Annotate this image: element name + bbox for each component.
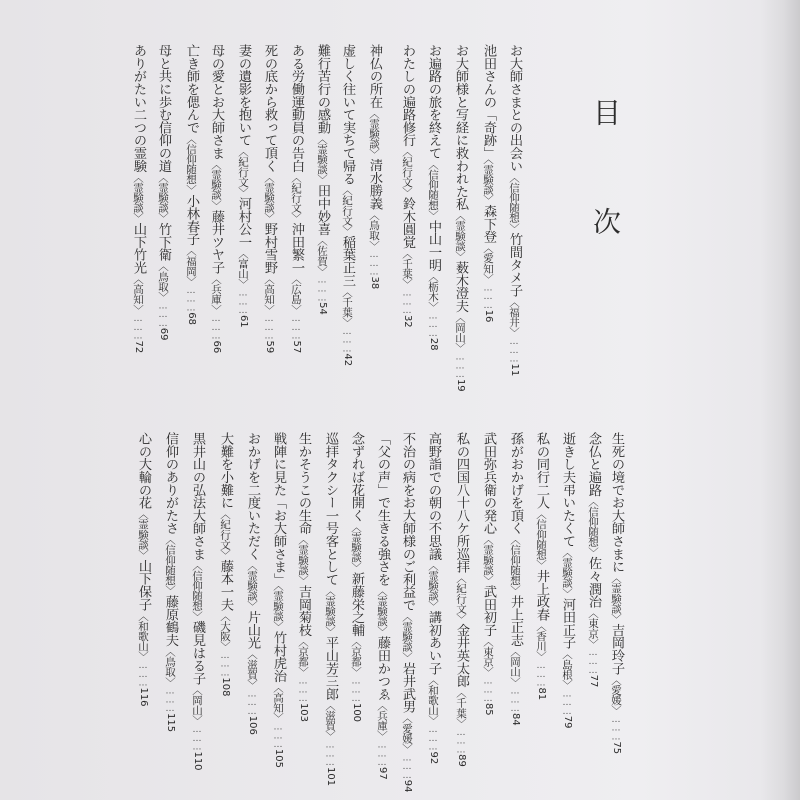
entry-place: 〈東京〉 [482,636,494,677]
entry-dots: ……… [369,250,379,277]
entry-place: 〈岡山〉 [454,312,466,353]
entry-dots: ……… [456,727,466,755]
toc-entry [396,44,418,328]
entry-genre: 〈霊験談〉 [263,172,275,223]
entry-dots: ……… [483,283,493,310]
entry-title: 難行苦行の感動 [315,44,330,134]
entry-dots: ……… [402,288,412,315]
toc-entry [311,44,333,315]
entry-place: 〈大阪〉 [219,610,231,651]
entry-dots: ……… [428,311,438,338]
entry-page: 92 [428,751,439,765]
entry-title: おかげを二度いただく [245,432,260,561]
entry-place: 〈福井〉 [508,296,520,338]
entry-genre: 〈信仰随想〉 [185,133,197,195]
entry-place: 〈滋賀〉 [246,648,258,690]
entry-author: 井上正志 [508,595,523,647]
entry-page: 59 [264,340,275,354]
entry-genre: 〈霊験談〉 [610,572,622,624]
entry-genre: 〈霊験談〉 [401,611,413,662]
toc-entry [205,44,227,353]
entry-title: 武田弥兵衛の発心 [481,432,496,535]
entry-page: 85 [483,702,494,716]
entry-place: 〈高知〉 [263,273,275,315]
entry-place: 〈東京〉 [587,607,599,649]
entry-genre: 〈霊験談〉 [350,521,362,573]
entry-dots: ……… [220,650,230,678]
entry-genre: 〈霊験談〉 [272,585,284,631]
toc-entry [285,44,307,353]
entry-title: お遍路の旅を終えて [426,44,441,160]
entry-dots: ……… [536,661,546,688]
entry-page: 110 [192,751,203,771]
entry-author: 磯見はる子 [190,620,205,685]
entry-dots: ……… [291,314,301,341]
entry-dots: ……… [588,648,598,675]
entry-author: 金井英太郎 [454,623,469,688]
entry-page: 101 [325,766,336,787]
entry-dots: ……… [264,314,274,341]
entry-page: 42 [342,353,353,367]
entry-genre: 〈霊験談〉 [132,172,144,223]
entry-dots: ……… [428,725,438,752]
toc-entry [396,432,418,792]
entry-author: 藤田かつゑ [375,636,390,701]
entry-page: 38 [369,276,380,290]
entry-page: 57 [291,340,302,354]
entry-page: 79 [562,715,573,729]
entry-dots: ……… [325,740,335,767]
entry-title: 高野詣での朝の不思議 [426,432,441,561]
entry-title: 生かそうこの生命 [296,432,311,535]
entry-place: 〈千葉〉 [341,286,353,327]
entry-title: 亡き師を偲んで [184,44,199,134]
toc-entry [319,432,341,786]
page-edge-shadow [760,0,800,800]
toc-entry [449,44,471,392]
page-title: 目 次 [589,98,622,271]
toc-entry [152,44,174,340]
entry-author: 薮木澄夫 [453,260,468,313]
entry-place: 〈和歌山〉 [137,610,149,662]
toc-entry [450,432,472,767]
entry-genre: 〈信仰随想〉 [508,172,520,233]
entry-place: 〈和歌山〉 [427,674,439,726]
entry-place: 〈兵庫〉 [376,700,388,741]
entry-author: 竹村虎治 [271,630,286,683]
entry-author: 小林春子 [184,194,199,246]
entry-author: 藤本一夫 [218,559,233,611]
entry-title: 妻の遺影を抱いて [236,44,251,147]
entry-dots: ……… [317,275,327,303]
entry-genre: 〈霊験談〉 [427,560,439,611]
entry-page: 72 [133,340,144,354]
entry-author: 竹間タメ子 [507,232,522,297]
toc-entry [267,432,289,768]
entry-page: 32 [402,314,413,328]
entry-place: 〈兵庫〉 [210,273,222,315]
entry-title: 心の大輪の花 [136,432,151,509]
entry-page: 115 [165,713,176,733]
entry-dots: ……… [192,725,202,752]
entry-genre: 〈紀行文〉 [341,184,353,236]
entry-dots: ……… [510,686,520,714]
entry-author: 河田正子 [560,597,575,649]
entry-dots: ……… [509,337,519,364]
entry-author: 沖田繁一 [289,222,304,274]
entry-place: 〈栃木〉 [427,271,439,312]
entry-author: 中山一明 [426,219,441,272]
entry-place: 〈京都〉 [350,636,362,677]
entry-page: 103 [298,702,309,723]
entry-place: 〈鳥取〉 [157,260,169,302]
entry-author: 山下保子 [136,559,151,611]
entry-page: 69 [158,327,169,341]
entry-title: 信仰のありがたさ [163,432,178,535]
entry-title: 黒井山の弘法大師さま [190,432,205,561]
entry-page: 16 [483,309,494,323]
entry-page: 106 [247,715,258,735]
entry-title: 生死の境でお大師さまに [609,432,624,573]
entry-title: 私の四国八十八ケ所巡拝 [454,432,469,573]
entry-title: お大師さまとの出会い [507,44,522,173]
toc-entry [422,432,444,764]
entry-page: 28 [428,337,439,351]
entry-title: 念仏と遍路 [586,432,601,497]
entry-author: 竹下衛 [156,222,171,261]
entry-place: 〈岡山〉 [191,684,203,726]
toc-entry [477,432,499,716]
entry-title: 孫がおかげを頂く [508,432,523,535]
entry-author: 佐々潤治 [586,556,601,608]
entry-genre: 〈信仰随想〉 [509,534,521,596]
entry-place: 〈福岡〉 [185,245,197,286]
toc-entry [258,44,280,353]
entry-genre: 〈信仰随想〉 [535,508,547,570]
entry-title: 私の同行二人 [534,432,549,509]
entry-genre: 〈霊験談〉 [376,585,388,637]
toc-entry [336,44,358,366]
entry-genre: 〈信仰随想〉 [427,159,439,220]
entry-place: 〈鳥取〉 [164,646,176,687]
entry-dots: ……… [133,314,143,341]
entry-title: 「父の声」で生きる強さを [375,432,390,586]
entry-title: わたしの遍路修行 [400,44,415,147]
entry-title: 母と共に歩む信仰の道 [156,44,171,173]
toc-entry [180,44,202,325]
entry-place: 〈滋賀〉 [324,700,336,741]
entry-title: 不治の病をお大師様のご利益で [400,432,415,612]
toc-entry [159,432,181,732]
entry-title: 念ずれば花開く [349,432,364,522]
entry-genre: 〈紀行文〉 [237,146,249,197]
toc-entry [292,432,314,722]
entry-genre: 〈霊験談〉 [324,585,336,637]
entry-genre: 〈紀行文〉 [290,172,302,223]
entry-page: 108 [220,677,231,697]
entry-place: 〈島根〉 [561,648,573,690]
entry-author: 山下竹光 [131,222,146,274]
entry-dots: ……… [158,301,168,328]
entry-place: 〈高知〉 [132,273,144,315]
entry-author: 藤井ツヤ子 [209,209,224,274]
entry-author: 稲葉正三 [340,235,355,287]
entry-place: 〈愛知〉 [482,242,494,284]
entry-title: 虚しく往いて実ちて帰る [340,44,355,185]
entry-author: 片山光 [245,610,260,649]
entry-author: 野村雪野 [262,222,277,274]
toc-entry [503,44,525,376]
entry-dots: ……… [377,740,387,767]
entry-place: 〈富山〉 [237,248,249,289]
entry-title: 戦陣に見た「お大師さま」 [271,432,286,586]
entry-title: 大難を小難に [218,432,233,509]
entry-title: ある労働運動員の告白 [289,44,304,173]
entry-title: 神仏の所在 [367,44,382,109]
entry-place: 〈香川〉 [535,620,547,662]
entry-author: 河村公一 [236,196,251,249]
entry-author: 清水勝義 [367,158,382,210]
entry-page: 97 [377,766,388,780]
entry-page: 68 [186,312,197,325]
entry-page: 61 [238,314,249,328]
entry-page: 66 [211,340,222,354]
entry-dots: ……… [238,288,248,315]
entry-page: 77 [588,674,599,688]
entry-genre: 〈霊験談〉 [246,560,258,611]
entry-dots: ……… [298,676,308,703]
entry-place: 〈佐賀〉 [316,235,328,276]
toc-entry [345,432,367,722]
entry-genre: 〈霊験談〉 [561,547,573,598]
entry-genre: 〈信仰随想〉 [164,534,176,596]
entry-author: 田中妙喜 [315,184,330,236]
entry-place: 〈愛媛〉 [610,674,622,715]
entry-genre: 〈霊験談〉 [482,159,494,205]
entry-place: 〈広島〉 [290,273,302,315]
entry-dots: ……… [211,314,221,341]
toc-entry [363,44,385,289]
toc-entry [605,432,627,754]
toc-entry [477,44,499,322]
entry-author: 新藤栄之輔 [349,572,364,637]
toc-entry [241,432,263,735]
entry-title: 母の愛とお大師さま [209,44,224,160]
toc-entry [556,432,578,728]
entry-genre: 〈霊験談〉 [297,534,309,585]
entry-place: 〈千葉〉 [455,687,467,728]
entry-dots: ……… [455,352,465,379]
entry-page: 11 [509,363,520,377]
entry-dots: ……… [138,661,148,688]
entry-genre: 〈霊験談〉 [454,210,466,261]
entry-author: 森下登 [481,204,496,243]
toc-entry [530,432,552,700]
entry-genre: 〈霊験談〉 [210,159,222,210]
entry-author: 吉岡菊枝 [296,584,311,637]
entry-author: 平山芳三郎 [323,636,338,701]
entry-page: 84 [510,713,521,726]
entry-page: 100 [351,702,362,723]
entry-page: 105 [273,748,284,768]
entry-page: 94 [402,779,413,793]
entry-genre: 〈信仰随想〉 [191,560,203,621]
entry-title: 巡拝タクシー一号客として [323,432,338,586]
toc-entry [504,432,526,726]
entry-page: 89 [456,754,467,767]
entry-dots: ……… [402,753,412,780]
entry-dots: ……… [247,689,257,716]
entry-dots: ……… [273,722,283,749]
entry-dots: ……… [342,326,352,354]
entry-author: 吉岡玲子 [609,623,624,675]
entry-title: 死の底から救って頂く [262,44,277,173]
entry-page: 116 [138,687,149,707]
entry-author: 井上政春 [534,569,549,621]
entry-title: 逝きし夫弔いたくて [560,432,575,548]
entry-author: 武田初子 [481,584,496,637]
entry-genre: 〈霊験談〉 [137,508,149,560]
entry-genre: 〈紀行文〉 [455,572,467,624]
entry-genre: 〈霊験談〉 [157,172,169,223]
entry-genre: 〈信仰随想〉 [587,496,599,557]
entry-place: 〈京都〉 [297,636,309,677]
entry-author: 岩井武男 [400,661,415,713]
entry-genre: 〈霊験談〉 [368,108,380,159]
entry-page: 81 [536,687,547,701]
toc-entry [422,44,444,351]
entry-author: 講初あい子 [426,610,441,675]
entry-place: 〈岡山〉 [509,646,521,687]
entry-dots: ……… [611,714,621,742]
entry-dots: ……… [562,689,572,716]
toc-entry [232,44,254,328]
entry-dots: ……… [351,676,361,703]
entry-title: お大師様と写経に救われた私 [453,44,468,211]
entry-author: 鈴木圓覚 [400,196,415,249]
entry-title: ありがたい二つの霊験 [131,44,146,173]
toc-entry [214,432,236,696]
entry-page: 19 [455,378,466,392]
toc-entry [186,432,208,771]
entry-genre: 〈霊験談〉 [482,534,494,585]
entry-dots: ……… [186,285,196,313]
entry-page: 75 [611,741,622,755]
entry-genre: 〈紀行文〉 [219,508,231,560]
entry-dots: ……… [483,676,493,703]
entry-genre: 〈紀行文〉 [401,146,413,197]
toc-entry [132,432,154,707]
entry-author: 藤原鶴夫 [163,595,178,647]
toc-entry [582,432,604,687]
entry-place: 〈高知〉 [272,682,284,723]
entry-place: 〈千葉〉 [401,248,413,289]
toc-entry [371,432,393,780]
toc-entry [127,44,149,353]
entry-place: 〈愛媛〉 [401,712,413,754]
entry-title: 池田さんの「奇跡」 [481,44,496,160]
entry-dots: ……… [165,686,175,714]
entry-place: 〈鳥取〉 [368,209,380,251]
entry-page: 54 [317,302,328,315]
entry-genre: 〈霊験談〉 [316,133,328,185]
